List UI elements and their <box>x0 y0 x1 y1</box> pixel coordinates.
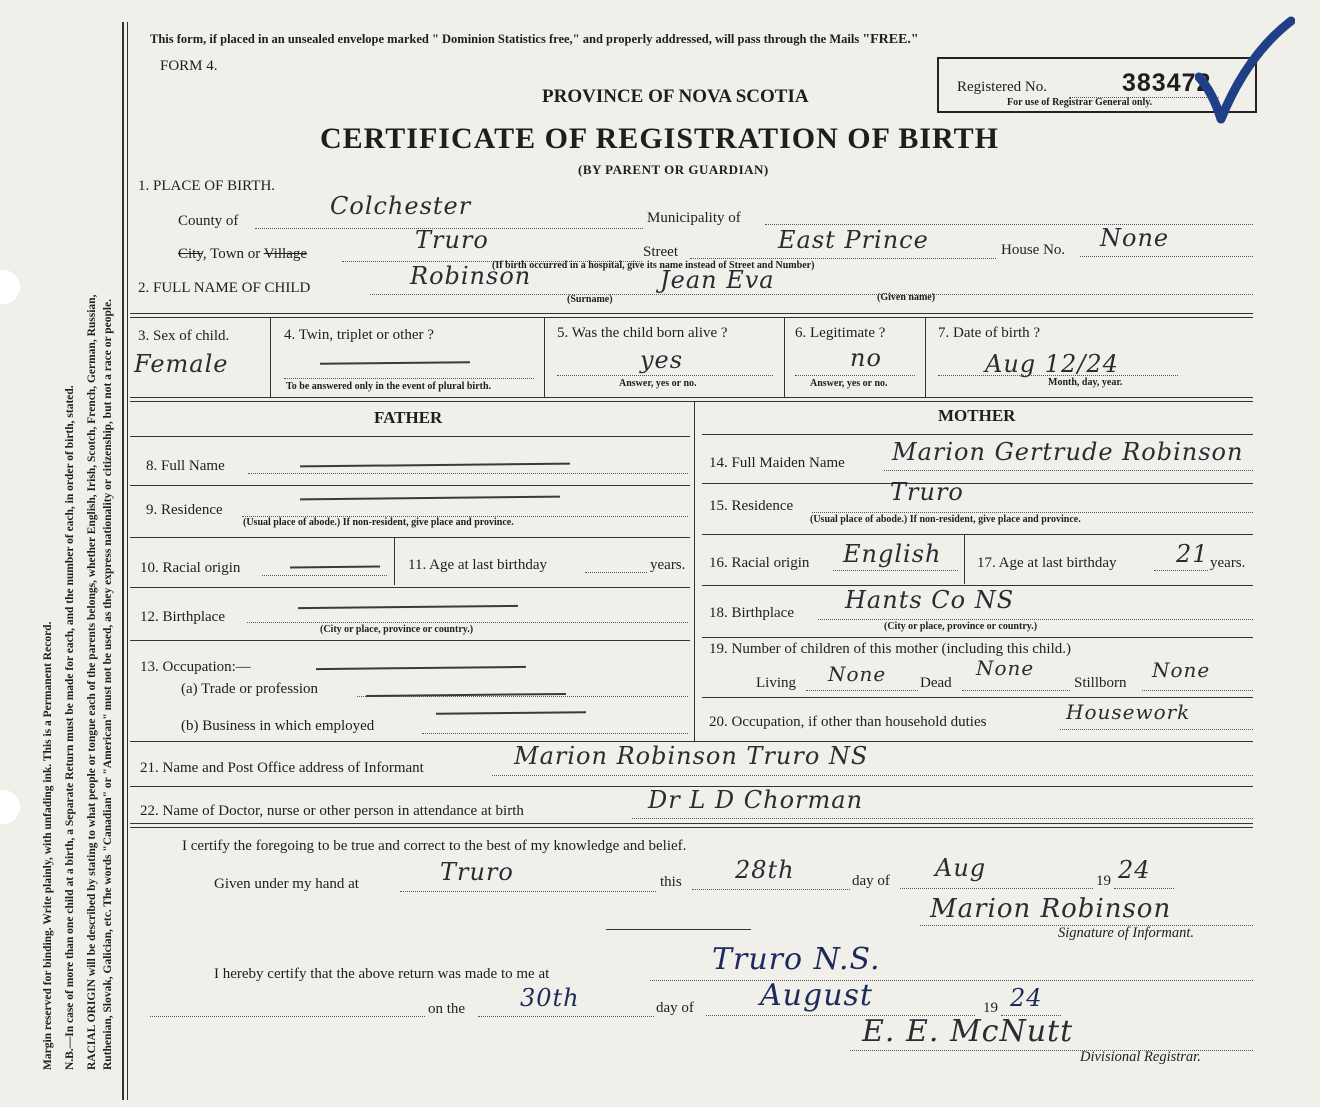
margin-note-1: Margin reserved for binding. Write plainly, with unfading ink. This is a Permanent Record. <box>42 621 54 1070</box>
father-residence-label: 9. Residence <box>146 502 223 518</box>
divider-3-4 <box>270 317 271 397</box>
mother-rule-1 <box>702 483 1253 484</box>
father-divider-10-11 <box>394 537 395 585</box>
municipality-dotline <box>765 224 1253 225</box>
form-border-left <box>122 22 124 1100</box>
mother-residence-label: 15. Residence <box>709 498 794 514</box>
year-dotline <box>1114 888 1174 889</box>
mother-maiden-label: 14. Full Maiden Name <box>709 455 845 471</box>
mother-birthplace-dotline <box>818 619 1253 620</box>
stillborn-dotline <box>1142 690 1253 691</box>
reg-day-value: 30th <box>520 984 580 1012</box>
city-value: Truro <box>415 226 489 254</box>
mother-children-label: 19. Number of children of this mother (including this child.) <box>709 641 1072 657</box>
legitimate-label: 6. Legitimate ? <box>795 325 886 341</box>
father-years-label: years. <box>650 557 686 573</box>
father-birthplace-note: (City or place, province or country.) <box>320 624 474 635</box>
father-rule-0 <box>130 436 690 437</box>
certify-text: I certify the foregoing to be true and correct to the best of my knowledge and belief. <box>182 838 687 854</box>
mother-divider-16-17 <box>964 534 965 584</box>
alive-label: 5. Was the child born alive ? <box>557 325 728 341</box>
page-subtitle: (BY PARENT OR GUARDIAN) <box>578 162 769 177</box>
mother-age-dotline <box>1154 570 1208 571</box>
doctor-value: Dr L D Chorman <box>648 786 864 814</box>
father-birthplace-dash <box>298 605 518 609</box>
given-label: Given under my hand at <box>214 876 359 892</box>
father-rule-3 <box>130 587 690 588</box>
father-business-dotline <box>422 733 688 734</box>
place-of-birth-heading: 1. PLACE OF BIRTH. <box>138 178 276 194</box>
year-value: 24 <box>1118 856 1151 884</box>
parents-center-divider <box>694 401 695 741</box>
legitimate-value: no <box>850 344 882 372</box>
living-label: Living <box>756 675 796 691</box>
father-name-label: 8. Full Name <box>146 458 225 474</box>
father-birthplace-dotline <box>247 622 688 623</box>
street-label: Street <box>643 244 678 260</box>
mother-birthplace-value: Hants Co NS <box>845 586 1015 614</box>
month-value: Aug <box>935 854 987 882</box>
mother-racial-dotline <box>833 570 958 571</box>
father-business-dash <box>436 711 586 715</box>
sex-value: Female <box>134 350 229 378</box>
reg-day-dotline <box>478 1016 654 1017</box>
father-heading: FATHER <box>374 408 443 427</box>
margin-note-4: Ruthenian, Slovak, Galician, etc. The words "Canadian" or "American" must not be used, as they express nationality or citizenship, but not a race or people. <box>102 298 114 1070</box>
stillborn-value: None <box>1152 658 1211 682</box>
this-label: this <box>660 874 682 890</box>
mother-residence-dotline <box>812 512 1253 513</box>
on-the-label: on the <box>428 1001 466 1017</box>
street-dotline <box>690 258 996 259</box>
informant-value: Marion Robinson Truro NS <box>514 742 869 770</box>
mother-occupation-dotline <box>1060 729 1253 730</box>
registrar-leading-dotline <box>150 1016 425 1017</box>
twin-dotline <box>284 378 534 379</box>
check-mark-icon <box>1195 15 1295 125</box>
municipality-label: Municipality of <box>647 210 741 226</box>
dob-note: Month, day, year. <box>1048 377 1123 388</box>
child-surname-value: Robinson <box>410 262 532 290</box>
informant-signature: Marion Robinson <box>930 894 1172 924</box>
margin-note-3: RACIAL ORIGIN will be described by stating to what people or tongue each of the parents belongs, whether English, Irish, Scotch, French, German, Russian, <box>86 294 98 1070</box>
registrar-place-dotline <box>650 980 1253 981</box>
street-value: East Prince <box>778 226 929 254</box>
reg-day-of-label: day of <box>656 1000 694 1016</box>
mother-racial-value: English <box>843 540 942 568</box>
punch-hole-top <box>0 270 20 304</box>
legitimate-note: Answer, yes or no. <box>810 378 888 389</box>
rule-row3-top <box>130 313 1253 314</box>
mother-birthplace-label: 18. Birthplace <box>709 605 794 621</box>
reg-year-value: 24 <box>1010 984 1043 1012</box>
day-dotline <box>692 889 850 890</box>
doctor-dotline <box>632 818 1253 819</box>
father-racial-dotline <box>262 575 387 576</box>
margin-note-2: N.B.—In case of more than one child at a birth, a Separate Return must be made for each, and the number of each, in order of birth, stated. <box>64 385 76 1070</box>
dead-value: None <box>976 656 1035 680</box>
father-name-dash <box>300 463 570 468</box>
father-racial-label: 10. Racial origin <box>140 560 241 576</box>
registered-label: Registered No. <box>957 79 1047 95</box>
informant-label: 21. Name and Post Office address of Informant <box>140 760 424 776</box>
twin-note: To be answered only in the event of plural birth. <box>286 381 492 392</box>
father-birthplace-label: 12. Birthplace <box>140 609 225 625</box>
doctor-label: 22. Name of Doctor, nurse or other person in attendance at birth <box>140 803 524 819</box>
mother-age-value: 21 <box>1176 540 1209 568</box>
father-age-dotline <box>585 572 647 573</box>
father-residence-note: (Usual place of abode.) If non-resident, give place and province. <box>243 517 514 528</box>
given-place-dotline <box>400 891 656 892</box>
signature-caption: Signature of Informant. <box>1058 925 1195 941</box>
surname-caption: (Surname) <box>567 294 613 305</box>
father-rule-2 <box>130 537 690 538</box>
twin-label: 4. Twin, triplet or other ? <box>284 327 434 343</box>
mother-age-label: 17. Age at last birthday <box>977 555 1117 571</box>
page-title: CERTIFICATE OF REGISTRATION OF BIRTH <box>320 122 999 155</box>
mother-racial-label: 16. Racial origin <box>709 555 810 571</box>
day-of-label: day of <box>852 873 890 889</box>
registrar-place-value: Truro N.S. <box>712 942 881 977</box>
county-value: Colchester <box>330 192 472 220</box>
rule-row3-top2 <box>130 317 1253 318</box>
divider-6-7 <box>925 317 926 397</box>
living-dotline <box>806 690 918 691</box>
month-dotline <box>900 888 1093 889</box>
twin-dash <box>320 361 470 365</box>
father-occupation-dash <box>316 666 526 670</box>
reg-year-prefix: 19 <box>983 1000 998 1016</box>
form-border-left-inner <box>127 22 128 1100</box>
living-value: None <box>828 662 887 686</box>
dead-dotline <box>962 690 1070 691</box>
day-value: 28th <box>735 856 795 884</box>
stillborn-label: Stillborn <box>1074 675 1127 691</box>
rule-row3-bottom2 <box>130 401 1253 402</box>
house-no-dotline <box>1080 256 1253 257</box>
rule-cert-top2 <box>130 827 1253 828</box>
mail-note: This form, if placed in an unsealed envelope marked " Dominion Statistics free," and properly addressed, will pass through the Mails "FREE." <box>150 32 919 47</box>
mother-rule-2 <box>702 534 1253 535</box>
signature-short-line <box>606 929 751 930</box>
father-trade-label: (a) Trade or profession <box>181 681 319 697</box>
punch-hole-bottom <box>0 790 20 824</box>
mother-occupation-value: Housework <box>1066 700 1191 724</box>
divider-5-6 <box>784 317 785 397</box>
child-name-label: 2. FULL NAME OF CHILD <box>138 280 311 296</box>
father-residence-dash <box>300 496 560 501</box>
given-place-value: Truro <box>440 858 514 886</box>
mother-residence-value: Truro <box>890 478 964 506</box>
city-town-label: City, Town or Village <box>178 246 308 262</box>
form-number: FORM 4. <box>160 58 218 74</box>
father-age-label: 11. Age at last birthday <box>408 557 547 573</box>
registrar-use-note: For use of Registrar General only. <box>1007 97 1153 108</box>
father-racial-dash <box>290 566 380 569</box>
father-name-dotline <box>248 473 688 474</box>
given-caption: (Given name) <box>877 292 936 303</box>
father-rule-4 <box>130 640 690 641</box>
legitimate-dotline <box>795 375 915 376</box>
mother-maiden-value: Marion Gertrude Robinson <box>892 438 1244 466</box>
mother-residence-note: (Usual place of abode.) If non-resident, give place and province. <box>810 514 1081 525</box>
mother-heading: MOTHER <box>938 406 1016 425</box>
dob-label: 7. Date of birth ? <box>938 325 1041 341</box>
mother-rule-4 <box>702 637 1253 638</box>
dob-dotline <box>938 375 1178 376</box>
mother-maiden-dotline <box>884 470 1253 471</box>
dob-value: Aug 12/24 <box>985 350 1119 378</box>
sex-label: 3. Sex of child. <box>138 328 230 344</box>
alive-note: Answer, yes or no. <box>619 378 697 389</box>
mother-years-label: years. <box>1210 555 1246 571</box>
mother-rule-0 <box>702 434 1253 435</box>
registrar-caption: Divisional Registrar. <box>1080 1049 1201 1065</box>
county-label: County of <box>178 213 239 229</box>
mother-rule-5 <box>702 697 1253 698</box>
child-name-dotline <box>370 294 1253 295</box>
registrar-text: I hereby certify that the above return was made to me at <box>214 966 550 982</box>
house-no-value: None <box>1100 224 1170 252</box>
father-occupation-label: 13. Occupation:— <box>140 659 251 675</box>
hospital-note: (If birth occurred in a hospital, give its name instead of Street and Number) <box>492 260 815 271</box>
rule-cert-top <box>130 823 1253 824</box>
father-rule-1 <box>130 485 690 486</box>
alive-value: yes <box>640 346 684 374</box>
registrar-signature: E. E. McNutt <box>862 1014 1074 1049</box>
alive-dotline <box>557 375 773 376</box>
mother-occupation-label: 20. Occupation, if other than household duties <box>709 714 987 730</box>
house-no-label: House No. <box>1001 242 1066 258</box>
rule-row3-bottom <box>130 397 1253 398</box>
reg-month-value: August <box>760 978 873 1013</box>
divider-4-5 <box>544 317 545 397</box>
province-heading: PROVINCE OF NOVA SCOTIA <box>542 86 809 107</box>
dead-label: Dead <box>920 675 952 691</box>
informant-dotline <box>492 775 1253 776</box>
mother-birthplace-note: (City or place, province or country.) <box>884 621 1038 632</box>
registered-number: 383472 <box>1122 69 1212 97</box>
year-prefix: 19 <box>1096 873 1111 889</box>
father-business-label: (b) Business in which employed <box>181 718 375 734</box>
child-given-value: Jean Eva <box>660 266 775 294</box>
